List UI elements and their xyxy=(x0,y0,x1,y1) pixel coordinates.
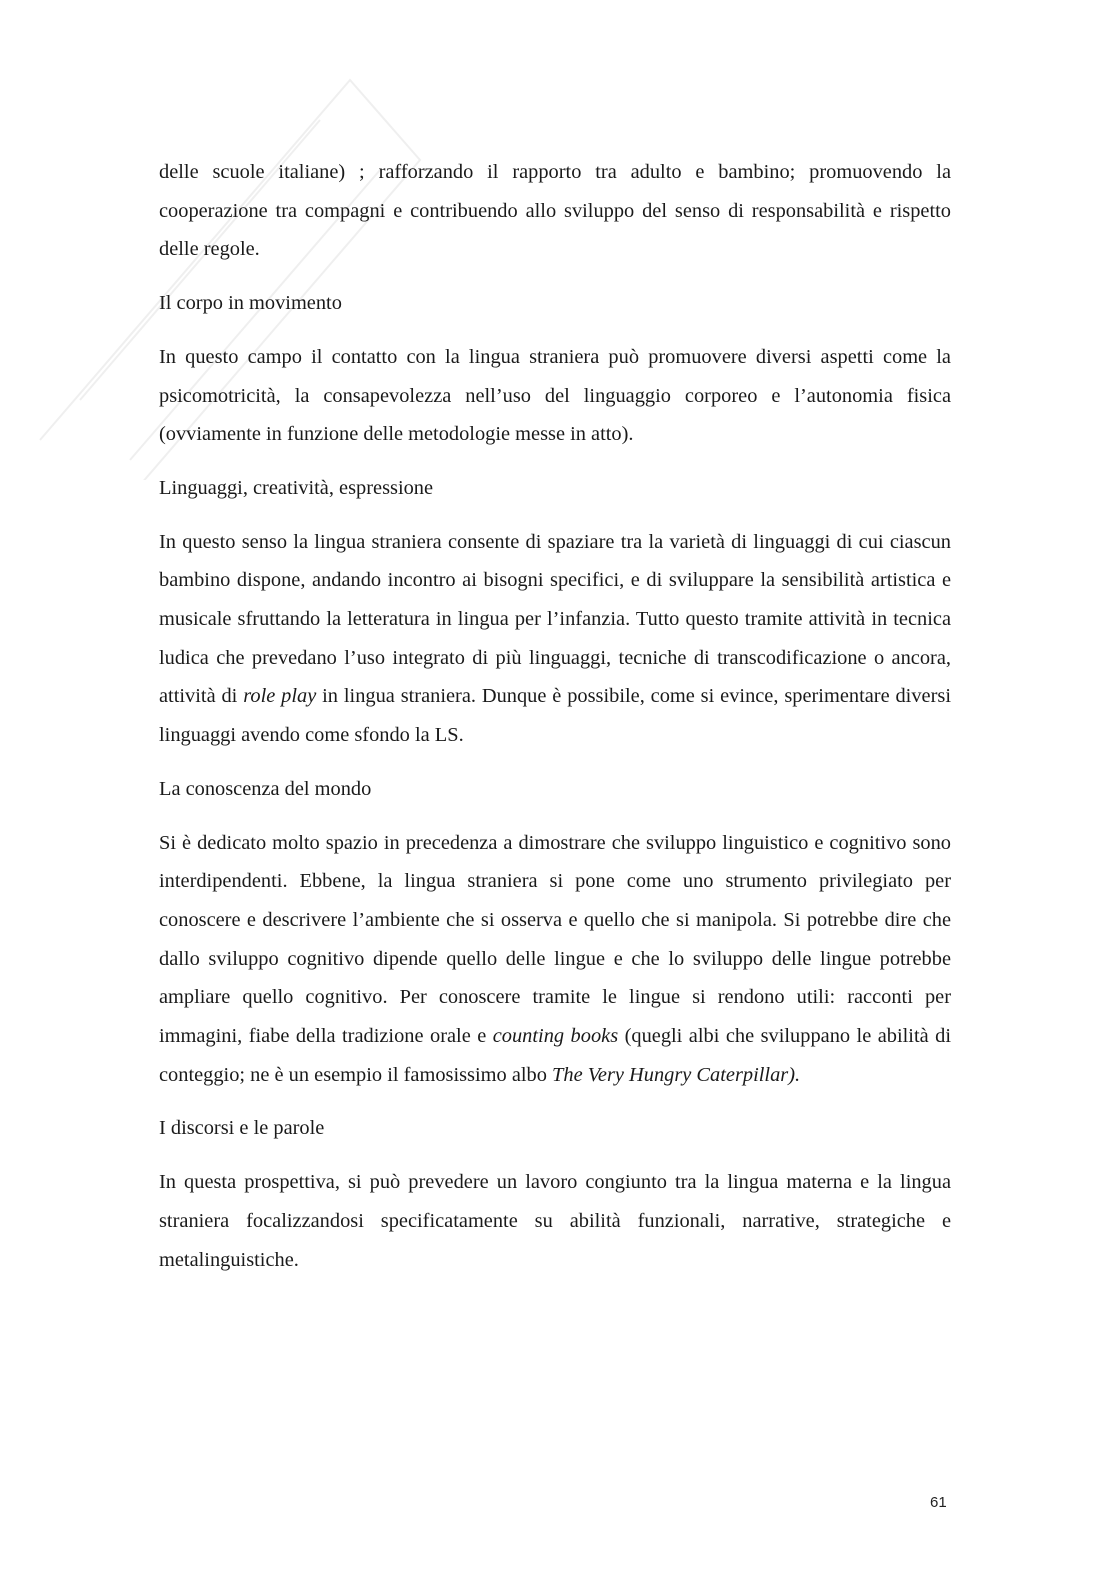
document-body xyxy=(159,153,951,1279)
paragraph-conoscenza-text-1: Si è dedicato molto spazio in precedenza a dimostrare che sviluppo linguistico e cognitivo sono interdipendenti. Ebbene, la lingua straniera si pone come uno strumento privilegiato per conoscere e descrivere l’ambiente che si osserva e quello che si manipola. Si potrebbe dire che dallo sviluppo cognitivo dipende quello delle lingue e che lo sviluppo delle lingue potrebbe ampliare quello cognitivo. Per conoscere tramite le lingue si rendono utili: racconti per immagini, fiabe della tradizione orale e xyxy=(159,831,951,1048)
paragraph-conoscenza-text-2: (quegli albi che sviluppano le abilità di conteggio; ne è un esempio il famosissimo albo xyxy=(159,1025,951,1086)
paragraph-intro-continuation: delle scuole italiane) ; rafforzando il rapporto tra adulto e bambino; promuovendo la cooperazione tra compagni e contribuendo allo sviluppo del senso di responsabilità e rispetto delle regole. xyxy=(159,161,951,261)
section-heading-discorsi-parole: I discorsi e le parole xyxy=(159,1117,325,1140)
paragraph-corpo-in-movimento: In questo campo il contatto con la lingua straniera può promuovere diversi aspetti come la psicomotricità, la consapevolezza nell’uso del linguaggio corporeo e l’autonomia fisica (ovviamente in funzione delle metodologie messe in atto). xyxy=(159,345,951,446)
emphasis-book-title: The Very Hungry Caterpillar). xyxy=(552,1063,801,1086)
page-number: 61 xyxy=(930,1494,947,1511)
emphasis-role-play: role play xyxy=(243,685,317,708)
paragraph-discorsi-parole: In questa prospettiva, si può prevedere un lavoro congiunto tra la lingua materna e la lingua straniera focalizzandosi specificatamente su abilità funzionali, narrative, strategiche e metalinguistiche. xyxy=(159,1171,951,1271)
section-heading-corpo-in-movimento: Il corpo in movimento xyxy=(159,292,342,315)
paragraph-linguaggi-text-1: In questo senso la lingua straniera consente di spaziare tra la varietà di linguaggi di cui ciascun bambino dispone, andando incontro ai bisogni specifici, e di sviluppare la sensibilità artistica e musicale sfruttando la letteratura in lingua per l’infanzia. Tutto questo tramite attività in tecnica ludica che prevedano l’uso integrato di più linguaggi, tecniche di transcodificazione o ancora, attività di xyxy=(159,530,951,708)
paragraph-conoscenza-del-mondo xyxy=(159,824,951,1095)
section-heading-conoscenza-del-mondo: La conoscenza del mondo xyxy=(159,777,372,800)
emphasis-counting-books: counting books xyxy=(492,1025,619,1048)
paragraph-linguaggi-text-2: in lingua straniera. Dunque è possibile, come si evince, sperimentare diversi linguaggi avendo come sfondo la LS. xyxy=(159,685,951,747)
paragraph-linguaggi xyxy=(159,523,951,755)
section-heading-linguaggi: Linguaggi, creatività, espressione xyxy=(159,476,434,499)
